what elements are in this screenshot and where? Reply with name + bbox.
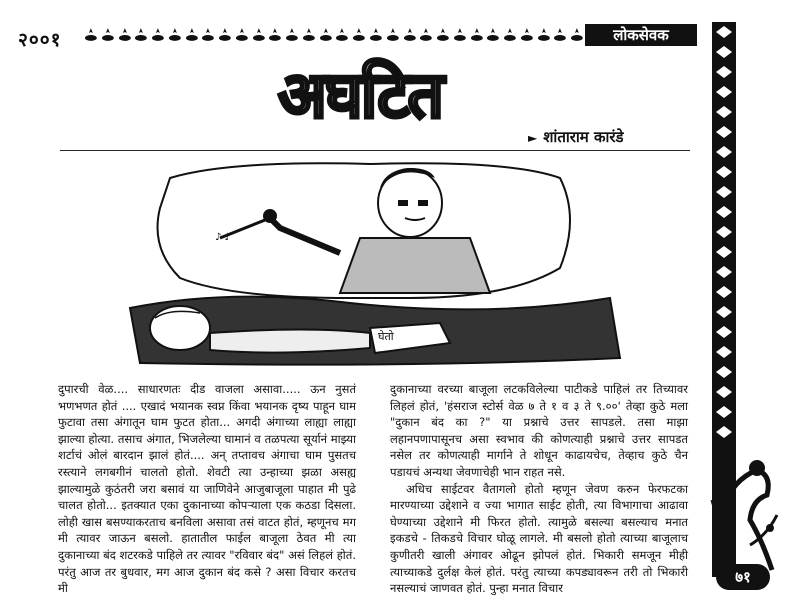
- article-title: अघटित: [277, 59, 443, 133]
- lamp-ornament-icon: [486, 27, 500, 43]
- lamp-ornament-icon: [302, 27, 316, 43]
- lamp-ornament-icon: [151, 27, 165, 43]
- publication-name: लोकसेवक: [585, 24, 697, 46]
- lamp-ornament-icon: [553, 27, 567, 43]
- lamp-ornament-icon: [520, 27, 534, 43]
- lamp-ornament-icon: [403, 27, 417, 43]
- lamp-ornament-icon: [134, 27, 148, 43]
- svg-text:♪ ♪: ♪ ♪: [215, 232, 231, 243]
- lamp-ornament-icon: [386, 27, 400, 43]
- lamp-ornament-icon: [218, 27, 232, 43]
- lamp-ornament-icon: [101, 27, 115, 43]
- article-illustration: [110, 158, 630, 373]
- lamp-ornament-icon: [319, 27, 333, 43]
- paragraph: दुपारची वेळ.... साधारणतः दीड वाजला असावा..... ऊन नुसतं भणभणत होतं .... एखादं भयानक स्वप्न किंवा भयानक दृष्य पाहून घाम फुटावा तसा अंगातून घाम फुटत होता... अगदी अंगाच्या लाह्या लाह्या झाल्या होत्या. तसाच अंगात, भिजलेल्या घामानं व तळपत्या सूर्यानं माझ्या शर्टाचं ओलं बारदान झालं होतं.... अन् तप्तावच अंगाचा घाम पुसतच रस्त्याने लगबगीनं चालतो होतो. शेवटी त्या उन्हाच्या झळा असह्य झाल्यामुळे कुठंतरी जरा बसावं या जाणिवेने आजुबाजूला पाहात मी पुढे चालत होतो... इतक्यात एका दुकानाच्या कोपऱ्याला एक कठडा दिसला. लोही खास बसण्याकरताच बनविला असावा तसं वाटत होतं, म्हणूनच मग मी त्यावर जाऊन बसलो. हातातील फाईल बाजूला ठेवत मी त्या दुकानाच्या बंद शटरकडे पाहिले तर त्यावर "रविवार बंद" असं लिहलं होतं. परंतु आज तर बुधवार, मग आज दुकान बंद कसे ? असा विचार करतच मी: [58, 382, 356, 596]
- lamp-ornament-icon: [185, 27, 199, 43]
- article-column-right: [390, 381, 688, 597]
- lamp-ornament-icon: [285, 27, 299, 43]
- arrow-right-icon: ►: [528, 131, 538, 145]
- lamp-ornament-icon: [453, 27, 467, 43]
- ornament-border: [84, 27, 584, 45]
- lamp-ornament-icon: [436, 27, 450, 43]
- lamp-ornament-icon: [201, 27, 215, 43]
- lamp-ornament-icon: [369, 27, 383, 43]
- author-name: शांताराम कारंडे: [543, 128, 624, 146]
- lamp-ornament-icon: [352, 27, 366, 43]
- page-number: ७१: [716, 564, 770, 590]
- article-column-left: [58, 381, 356, 597]
- lamp-ornament-icon: [335, 27, 349, 43]
- page-header: [0, 26, 800, 51]
- lamp-ornament-icon: [168, 27, 182, 43]
- author-byline: [528, 127, 624, 147]
- issue-year: २००१: [18, 29, 62, 51]
- illustration-caption: घेतो: [378, 330, 394, 343]
- paragraph: दुकानाच्या वरच्या बाजूला लटकविलेल्या पाटीकडे पाहिलं तर तिच्यावर लिहलं होतं, 'हंसराज स्टोर्स वेळ ७ ते १ व ३ ते ९.००' तेव्हा कुठे मला "दुकान बंद का ?" या प्रश्नाचे उत्तर सापडले. तसा माझा लहानपणापासूनच असा स्वभाव की कोणत्याही प्रश्नाचे उत्तर सापडत नसेल तर कोणत्याही मार्गाने ते शोधून काढायचेच, तेव्हाच कुठे चैन पडायचं अन्यथा जेवणाचेही भान राहत नसे.: [390, 382, 688, 479]
- lamp-ornament-icon: [503, 27, 517, 43]
- lamp-ornament-icon: [537, 27, 551, 43]
- lamp-ornament-icon: [84, 27, 98, 43]
- lamp-ornament-icon: [419, 27, 433, 43]
- lamp-ornament-icon: [570, 27, 584, 43]
- lamp-ornament-icon: [470, 27, 484, 43]
- lamp-ornament-icon: [268, 27, 282, 43]
- paragraph: अधिच साईटवर वैतागलो होतो म्हणून जेवण करुन फेरफटका मारण्याच्या उद्देशाने व ज्या भागात साईट होती, त्या विभागाचा आढावा घेण्याच्या उद्देशाने मी फिरत होतो. त्यामुळे बसल्या बसल्याच मनात इकडचे - तिकडचे विचार घोळू लागले. मी बसलो होतो त्याच्या बाजूलाच कुणीतरी खाली अंगावर ओढून झोपलं होतं. भिकारी समजून मीही त्याच्याकडे दुर्लक्ष केलं होतं. परंतु त्याच्या कपड्यावरून तरी तो भिकारी नसल्याचं जाणवत होतं. पुन्हा मनात विचार: [390, 481, 688, 596]
- lamp-ornament-icon: [235, 27, 249, 43]
- lamp-ornament-icon: [252, 27, 266, 43]
- divider: [60, 150, 690, 151]
- lamp-ornament-icon: [118, 27, 132, 43]
